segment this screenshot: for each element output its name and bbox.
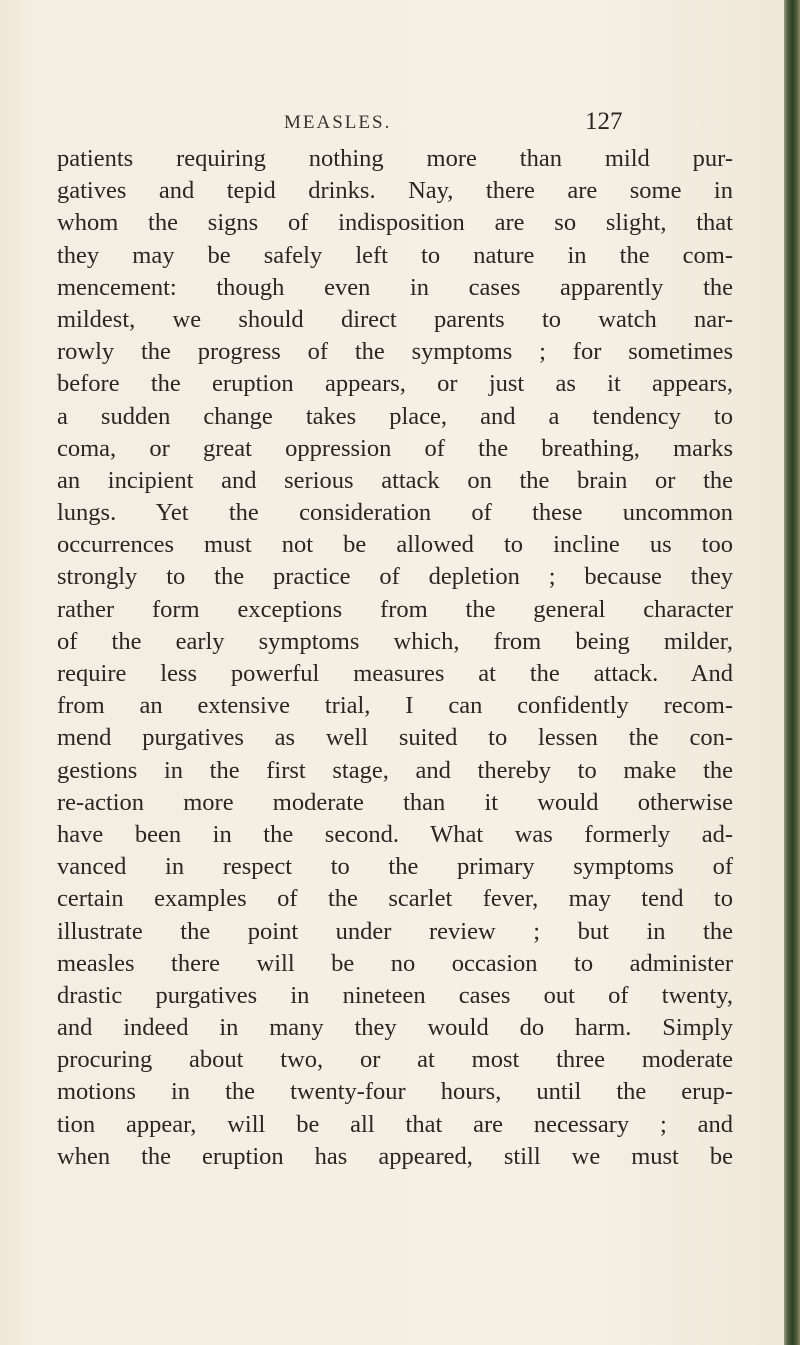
text-line: illustrate the point under review ; but in the xyxy=(57,917,733,945)
text-line: have been in the second. What was formerly ad- xyxy=(57,820,733,848)
text-line: certain examples of the scarlet fever, may tend to xyxy=(57,885,733,913)
text-line: vanced in respect to the primary symptoms of xyxy=(57,853,733,881)
text-line: of the early symptoms which, from being milder, xyxy=(57,627,733,655)
text-line: gatives and tepid drinks. Nay, there are some in xyxy=(57,177,733,205)
page-number: 127 xyxy=(585,108,623,135)
text-line: they may be safely left to nature in the com- xyxy=(57,241,733,269)
text-line: an incipient and serious attack on the brain or the xyxy=(57,466,733,494)
text-line: strongly to the practice of depletion ; because they xyxy=(57,563,733,591)
text-line: mend purgatives as well suited to lessen the con- xyxy=(57,724,733,752)
text-line: gestions in the first stage, and thereby to make the xyxy=(57,756,733,784)
text-line: and indeed in many they would do harm. Simply xyxy=(57,1014,733,1042)
text-line: lungs. Yet the consideration of these uncommon xyxy=(57,499,733,527)
text-line: mildest, we should direct parents to watch nar- xyxy=(57,305,733,333)
text-line: rather form exceptions from the general character xyxy=(57,595,733,623)
text-line: motions in the twenty-four hours, until the erup- xyxy=(57,1078,733,1106)
text-line: procuring about two, or at most three moderate xyxy=(57,1046,733,1074)
text-line: rowly the progress of the symptoms ; for sometimes xyxy=(57,338,733,366)
running-title: MEASLES. xyxy=(284,112,392,133)
page-header xyxy=(0,108,800,138)
text-line: a sudden change takes place, and a tendency to xyxy=(57,402,733,430)
text-line: require less powerful measures at the attack. And xyxy=(57,660,733,687)
text-line: before the eruption appears, or just as it appears, xyxy=(57,370,733,398)
text-line: coma, or great oppression of the breathing, marks xyxy=(57,434,733,462)
text-line: measles there will be no occasion to administer xyxy=(57,949,733,977)
text-line: occurrences must not be allowed to incline us too xyxy=(57,531,733,559)
text-line: drastic purgatives in nineteen cases out of twenty, xyxy=(57,981,733,1009)
text-line: whom the signs of indisposition are so slight, that xyxy=(57,209,733,237)
text-line: patients requiring nothing more than mild pur- xyxy=(57,145,733,172)
text-line: when the eruption has appeared, still we must be xyxy=(57,1142,733,1170)
text-line: mencement: though even in cases apparently the xyxy=(57,273,733,301)
text-line: from an extensive trial, I can confidently recom- xyxy=(57,692,733,720)
body-text xyxy=(57,143,733,1173)
text-line: tion appear, will be all that are necessary ; and xyxy=(57,1110,733,1138)
book-spine-edge xyxy=(784,0,800,1345)
text-line: re-action more moderate than it would otherwise xyxy=(57,788,733,816)
